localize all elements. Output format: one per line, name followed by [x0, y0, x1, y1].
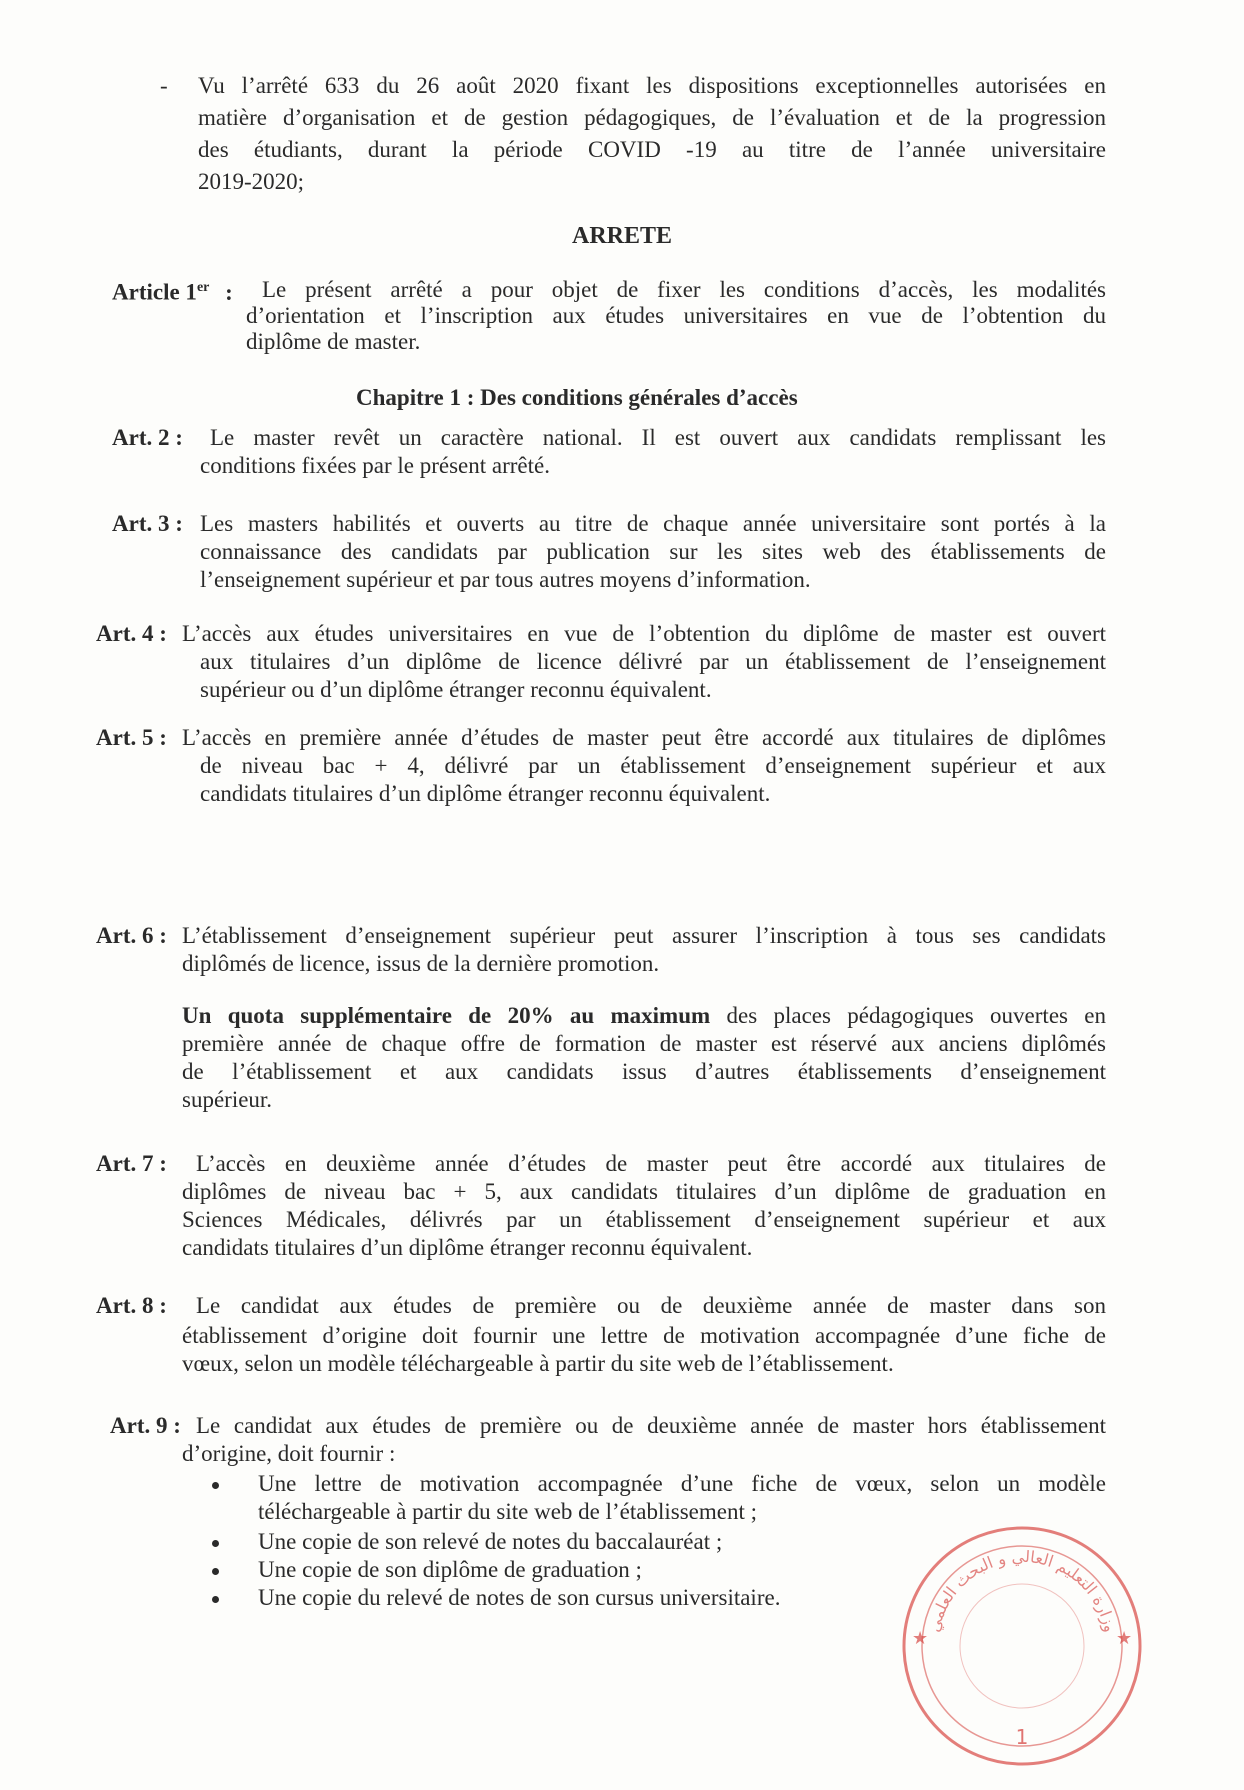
article-1-label-colon: :	[225, 279, 233, 305]
bullet-dot-3	[212, 1568, 219, 1575]
art-5-line-2: de niveau bac + 4, délivré par un établissement d’enseignement supérieur et aux	[200, 753, 1106, 778]
art-7-line-3: Sciences Médicales, délivrés par un établissement d’enseignement supérieur et aux	[182, 1207, 1106, 1232]
art-5-label: Art. 5 :	[96, 725, 167, 750]
art-7-line-4: candidats titulaires d’un diplôme étranger reconnu équivalent.	[182, 1235, 753, 1260]
preamble-dash: -	[160, 73, 168, 98]
art-2-line-1: Le master revêt un caractère national. Il est ouvert aux candidats remplissant les	[210, 425, 1106, 450]
page-heading: ARRETE	[571, 223, 673, 249]
bullet-dot-2	[212, 1540, 219, 1547]
art-3-label: Art. 3 :	[112, 511, 183, 536]
art-6-quota-bold: Un quota supplémentaire de 20% au maximum	[182, 1003, 711, 1028]
art-6-para2-line-3: de l’établissement et aux candidats issus d’autres établissements d’enseignement	[182, 1059, 1106, 1084]
art-3-line-1: Les masters habilités et ouverts au titre de chaque année universitaire sont portés à la	[200, 511, 1106, 536]
preamble-line-4: 2019-2020;	[198, 169, 305, 194]
art-6-line-2: diplômés de licence, issus de la dernière promotion.	[182, 951, 660, 976]
art-9-bullet-1: Une lettre de motivation accompagnée d’une fiche de vœux, selon un modèle	[258, 1471, 1106, 1496]
art-3-line-3: l’enseignement supérieur et par tous autres moyens d’information.	[200, 567, 811, 592]
chapter-heading: Chapitre 1 : Des conditions générales d’accès	[356, 385, 798, 410]
art-8-line-3: vœux, selon un modèle téléchargeable à partir du site web de l’établissement.	[182, 1351, 894, 1376]
art-4-label: Art. 4 :	[96, 621, 167, 646]
art-2-line-2: conditions fixées par le présent arrêté.	[200, 453, 550, 478]
art-5-line-1: L’accès en première année d’études de master peut être accordé aux titulaires de diplômes	[182, 725, 1106, 750]
page-number: 1	[1015, 1725, 1029, 1749]
article-1-label	[112, 274, 233, 307]
art-7-line-1: L’accès en deuxième année d’études de master peut être accordé aux titulaires de	[196, 1151, 1106, 1176]
stamp-arc-text: وزارة التعليم العالي و البحث العلمي	[924, 1546, 1120, 1634]
art-4-line-2: aux titulaires d’un diplôme de licence délivré par un établissement de l’enseignement	[200, 649, 1106, 674]
art-5-line-3: candidats titulaires d’un diplôme étranger reconnu équivalent.	[200, 781, 771, 806]
article-1-line-2: d’orientation et l’inscription aux études universitaires en vue de l’obtention du	[246, 303, 1106, 328]
stamp-star-left-icon: ★	[912, 1628, 929, 1649]
art-8-line-1: Le candidat aux études de première ou de deuxième année de master dans son	[196, 1293, 1106, 1318]
art-9-bullet-3: Une copie de son diplôme de graduation ;	[258, 1557, 642, 1582]
art-2-label: Art. 2 :	[112, 425, 183, 450]
preamble-line-1: Vu l’arrêté 633 du 26 août 2020 fixant les dispositions exceptionnelles autorisées en	[198, 73, 1106, 98]
art-8-label: Art. 8 :	[96, 1293, 167, 1318]
art-4-line-3: supérieur ou d’un diplôme étranger reconnu équivalent.	[200, 677, 712, 702]
art-9-line-1: Le candidat aux études de première ou de deuxième année de master hors établissement	[196, 1413, 1106, 1438]
art-3-line-2: connaissance des candidats par publication sur les sites web des établissements de	[200, 539, 1106, 564]
art-7-line-2: diplômes de niveau bac + 5, aux candidats titulaires d’un diplôme de graduation en	[182, 1179, 1106, 1204]
preamble-line-3: des étudiants, durant la période COVID -19 au titre de l’année universitaire	[198, 137, 1106, 162]
art-8-line-2: établissement d’origine doit fournir une lettre de motivation accompagnée d’une fiche de	[182, 1323, 1106, 1348]
art-9-bullet-1-cont: téléchargeable à partir du site web de l’établissement ;	[258, 1499, 757, 1524]
art-9-bullet-4: Une copie du relevé de notes de son cursus universitaire.	[258, 1585, 781, 1610]
article-1-line-1: Le présent arrêté a pour objet de fixer les conditions d’accès, les modalités	[262, 277, 1106, 302]
art-6-line-1: L’établissement d’enseignement supérieur peut assurer l’inscription à tous ses candidats	[182, 923, 1106, 948]
article-1-line-3: diplôme de master.	[246, 329, 421, 354]
art-9-bullet-2: Une copie de son relevé de notes du baccalauréat ;	[258, 1529, 723, 1554]
official-stamp	[898, 1522, 1146, 1770]
art-6-para2-line-4: supérieur.	[182, 1087, 273, 1112]
art-6-para2-line-2: première année de chaque offre de formation de master est réservé aux anciens diplômés	[182, 1031, 1106, 1056]
stamp-star-right-icon: ★	[1116, 1628, 1133, 1649]
bullet-dot-4	[212, 1596, 219, 1603]
art-7-label: Art. 7 :	[96, 1151, 167, 1176]
article-1-label-sup: er	[196, 280, 210, 295]
preamble-line-2: matière d’organisation et de gestion pédagogiques, de l’évaluation et de la progression	[198, 105, 1106, 130]
art-6-label: Art. 6 :	[96, 923, 167, 948]
art-4-line-1: L’accès aux études universitaires en vue de l’obtention du diplôme de master est ouvert	[182, 621, 1106, 646]
art-9-line-2: d’origine, doit fournir :	[182, 1441, 396, 1466]
art-9-label: Art. 9 :	[110, 1413, 181, 1438]
art-6-quota-rest: des places pédagogiques ouvertes en	[726, 1003, 1107, 1028]
bullet-dot-1	[212, 1482, 219, 1489]
article-1-label-text: Article 1	[112, 279, 197, 305]
art-6-para2-line-1	[182, 1002, 1106, 1030]
